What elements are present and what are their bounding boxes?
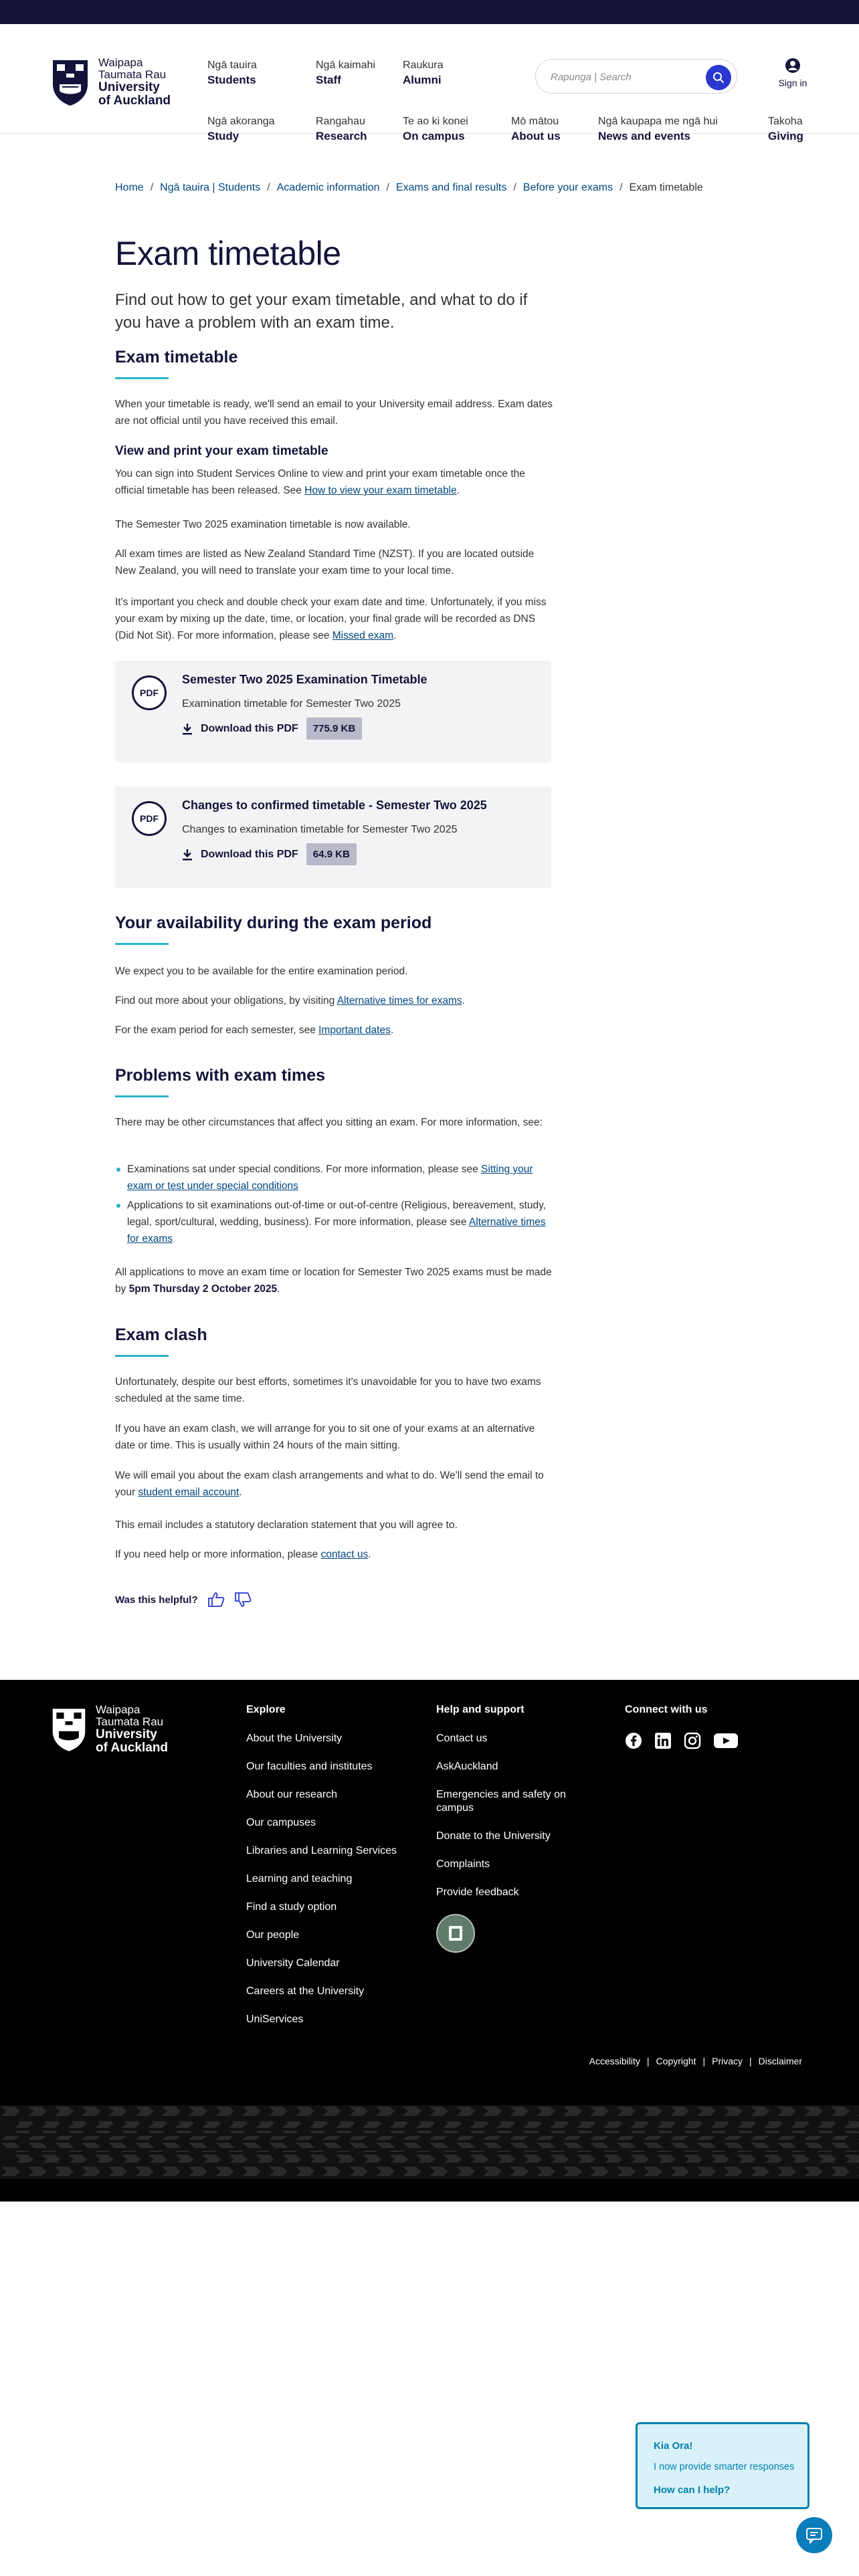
top-bar xyxy=(0,0,859,24)
dns-text xyxy=(115,594,557,644)
nav-maori: Mō mātou xyxy=(511,116,559,127)
exam-period-text-end: . xyxy=(390,1025,394,1036)
footer-link[interactable]: Our campuses xyxy=(246,1817,316,1828)
nav-staff[interactable] xyxy=(316,59,375,88)
footer-help-heading: Help and support xyxy=(436,1704,524,1715)
footer-explore-list xyxy=(246,1732,397,2026)
logo-line-3: University xyxy=(98,80,160,94)
exam-period-text xyxy=(115,1022,557,1039)
heading-underline xyxy=(115,377,169,379)
nav-students[interactable] xyxy=(207,59,257,88)
alternative-times-link[interactable]: Alternative times for exams xyxy=(127,1216,546,1245)
linkedin-icon[interactable] xyxy=(654,1732,672,1749)
nav-news-events[interactable] xyxy=(598,115,718,144)
clash-arrangement-text: If you have an exam clash, we will arrange for you to sit one of your exams at an alternative date or time. This is usually within 24 hours of the main sitting. xyxy=(115,1423,535,1451)
footer-link[interactable]: Our people xyxy=(246,1929,300,1941)
how-to-view-timetable-link[interactable]: How to view your exam timetable xyxy=(304,485,457,496)
feedback-widget xyxy=(115,1592,252,1608)
nzst-text: All exam times are listed as New Zealand Standard Time (NZST). If you are located outside New Zealand, you will need to translate your exam time to your local time. xyxy=(115,548,535,576)
pdf-description: Changes to examination timetable for Semester Two 2025 xyxy=(182,824,458,835)
download-pdf-link[interactable] xyxy=(182,843,357,865)
nav-english: Students xyxy=(207,73,256,86)
logo-wordmark xyxy=(98,57,171,108)
pdf-icon: PDF xyxy=(132,801,167,836)
facebook-icon[interactable] xyxy=(625,1732,642,1749)
breadcrumb-separator: / xyxy=(267,182,270,193)
sso-text xyxy=(115,465,557,499)
pdf-title: Changes to confirmed timetable - Semester Two 2025 xyxy=(182,798,487,812)
breadcrumb-academic-information[interactable]: Academic information xyxy=(276,182,380,193)
chat-cta[interactable]: How can I help? xyxy=(654,2484,731,2496)
chat-greeting: Kia Ora! xyxy=(654,2440,693,2452)
section-heading-problems: Problems with exam times xyxy=(115,1066,326,1085)
nav-alumni[interactable] xyxy=(403,59,443,88)
section-heading-availability: Your availability during the exam period xyxy=(115,914,432,932)
file-size-badge: 775.9 KB xyxy=(306,718,362,740)
footer-logo-wordmark xyxy=(96,1704,168,1755)
student-email-link[interactable]: student email account xyxy=(138,1487,240,1498)
chat-launcher-button[interactable] xyxy=(796,2517,832,2553)
crest-icon xyxy=(50,58,90,107)
dns-text-part: It's important you check and double check your exam date and time. Unfortunately, if you miss your exam by mixing up the date, time, or location, your final grade will be recorded as DNS (Did Not Sit). For more information, please see xyxy=(115,597,547,641)
list-item-text: Applications to sit examinations out-of-time or out-of-centre (Religious, bereavement, study, legal, sport/cultural, wedding, business). For more information, please see xyxy=(127,1200,547,1228)
nav-english: On campus xyxy=(403,129,465,142)
logo-line-1: Waipapa xyxy=(98,56,143,70)
thumbs-down-icon[interactable] xyxy=(234,1592,252,1608)
nav-english: Alumni xyxy=(403,73,442,86)
dns-text-end: . xyxy=(393,630,397,641)
logo-line-4: of Auckland xyxy=(96,1740,169,1755)
footer-help xyxy=(436,1704,597,1953)
copyright-link[interactable]: Copyright xyxy=(656,2056,696,2066)
footer-link[interactable]: Complaints xyxy=(436,1858,490,1870)
footer-link[interactable]: About the University xyxy=(246,1733,343,1744)
list-item-text: Examinations sat under special conditions. For more information, please see xyxy=(127,1164,481,1175)
page-lead: Find out how to get your exam timetable, and what to do if you have a problem with an exam time. xyxy=(115,291,528,332)
footer-link[interactable]: Libraries and Learning Services xyxy=(246,1845,397,1856)
section-heading-exam-timetable: Exam timetable xyxy=(115,348,238,366)
nav-maori: Raukura xyxy=(403,60,444,71)
chat-icon xyxy=(804,2525,824,2545)
site-header xyxy=(0,24,859,142)
list-item xyxy=(115,1161,557,1194)
heading-underline xyxy=(115,943,169,945)
clash-email-text-end: . xyxy=(239,1487,242,1498)
clash-email-text xyxy=(115,1467,557,1501)
breadcrumb-exams-results[interactable]: Exams and final results xyxy=(395,182,507,193)
footer-connect xyxy=(625,1704,739,1749)
heading-underline xyxy=(115,1355,169,1357)
crest-icon xyxy=(50,1706,88,1753)
footer-link[interactable]: Contact us xyxy=(436,1733,488,1744)
nav-english: About us xyxy=(511,129,561,142)
user-icon xyxy=(785,58,801,74)
subheading-view-print: View and print your exam timetable xyxy=(115,444,328,458)
breadcrumb-students[interactable]: Ngā tauira | Students xyxy=(160,182,261,193)
logo-line-2: Taumata Rau xyxy=(96,1715,164,1728)
file-size-badge: 64.9 KB xyxy=(306,843,357,865)
instagram-icon[interactable] xyxy=(684,1732,701,1749)
circumstances-list xyxy=(115,1161,557,1250)
contact-us-link[interactable]: contact us xyxy=(320,1549,369,1560)
section-heading-exam-clash: Exam clash xyxy=(115,1325,207,1344)
site-footer xyxy=(0,1680,859,2202)
deadline-text xyxy=(115,1264,557,1297)
deadline-text-part: All applications to move an exam time or location for Semester Two 2025 exams must be made by xyxy=(115,1267,552,1295)
download-pdf-link[interactable] xyxy=(182,718,362,740)
footer-help-list xyxy=(436,1732,597,1899)
breadcrumb-before-exams[interactable]: Before your exams xyxy=(522,182,613,193)
breadcrumb-separator: / xyxy=(386,182,389,193)
nav-maori: Rangahau xyxy=(316,116,365,127)
nav-research[interactable] xyxy=(316,115,367,144)
nav-giving[interactable] xyxy=(768,115,803,144)
social-links xyxy=(625,1732,739,1749)
contact-text-end: . xyxy=(368,1549,371,1560)
footer-link[interactable]: University Calendar xyxy=(246,1957,340,1969)
nav-maori: Ngā akoranga xyxy=(207,116,275,127)
decorative-pattern-band xyxy=(0,2105,859,2179)
sso-text-end: . xyxy=(456,485,460,496)
pdf-description: Examination timetable for Semester Two 2025 xyxy=(182,698,401,710)
chat-message: I now provide smarter responses xyxy=(654,2462,795,2472)
nav-english: Staff xyxy=(316,73,341,86)
statutory-declaration-text: This email includes a statutory declaration statement that you will agree to. xyxy=(115,1519,458,1531)
footer-connect-heading: Connect with us xyxy=(625,1704,708,1715)
nav-maori: Ngā kaupapa me ngā hui xyxy=(598,116,718,127)
accreditation-badge-icon[interactable] xyxy=(436,1914,475,1953)
obligations-text-end: . xyxy=(462,995,465,1006)
search-button[interactable] xyxy=(706,65,731,90)
footer-explore-heading: Explore xyxy=(246,1704,286,1715)
thumbs-up-icon[interactable] xyxy=(207,1592,225,1608)
logo-line-4: of Auckland xyxy=(98,93,171,108)
legal-separator: | xyxy=(749,2056,752,2066)
alternative-times-link[interactable]: Alternative times for exams xyxy=(337,995,462,1006)
breadcrumb-current: Exam timetable xyxy=(629,182,703,193)
nav-about-us[interactable] xyxy=(511,115,561,144)
privacy-link[interactable]: Privacy xyxy=(712,2056,743,2066)
university-logo[interactable] xyxy=(50,52,184,112)
breadcrumb-separator: / xyxy=(150,182,154,193)
footer-link[interactable]: Careers at the University xyxy=(246,1985,365,1997)
footer-link[interactable]: AskAuckland xyxy=(436,1761,498,1772)
footer-link[interactable]: Donate to the University xyxy=(436,1830,551,1842)
pdf-icon: PDF xyxy=(132,675,167,710)
contact-text xyxy=(115,1546,557,1563)
logo-line-2: Taumata Rau xyxy=(98,68,167,82)
circumstances-text: There may be other circumstances that affect you sitting an exam. For more information, see: xyxy=(115,1117,543,1128)
search-icon xyxy=(712,72,725,84)
contact-text-part: If you need help or more information, please xyxy=(115,1549,321,1560)
nav-maori: Ngā kaimahi xyxy=(316,60,375,71)
obligations-text-part: Find out more about your obligations, by visiting xyxy=(115,995,337,1006)
nav-english: Giving xyxy=(768,129,803,142)
deadline-date: 5pm Thursday 2 October 2025 xyxy=(128,1283,278,1295)
obligations-text xyxy=(115,992,557,1009)
footer-link[interactable]: Find a study option xyxy=(246,1901,337,1913)
footer-explore xyxy=(246,1704,397,2041)
clash-intro-text: Unfortunately, despite our best efforts, sometimes it's unavoidable for you to have two exams scheduled at the same time. xyxy=(115,1376,541,1404)
breadcrumb-home[interactable]: Home xyxy=(115,182,144,193)
special-conditions-link[interactable]: Sitting your exam or test under special conditions xyxy=(127,1164,533,1192)
sign-in-label: Sign in xyxy=(778,78,807,88)
nav-study[interactable] xyxy=(207,115,275,144)
pdf-card xyxy=(115,661,551,762)
pdf-title: Semester Two 2025 Examination Timetable xyxy=(182,673,427,686)
search-box xyxy=(535,59,737,94)
pdf-card xyxy=(115,786,551,888)
accessibility-link[interactable]: Accessibility xyxy=(589,2056,640,2066)
footer-link[interactable]: UniServices xyxy=(246,2014,304,2025)
semester-available-text: The Semester Two 2025 examination timetable is now available. xyxy=(115,519,411,530)
youtube-icon[interactable] xyxy=(713,1732,739,1749)
download-label: Download this PDF xyxy=(201,722,298,734)
breadcrumb xyxy=(115,182,784,194)
missed-exam-link[interactable]: Missed exam xyxy=(332,630,394,641)
sign-in-link[interactable] xyxy=(776,58,809,88)
important-dates-link[interactable]: Important dates xyxy=(318,1025,391,1036)
footer-link[interactable]: Learning and teaching xyxy=(246,1873,353,1885)
footer-link[interactable]: Provide feedback xyxy=(436,1887,519,1898)
download-icon xyxy=(182,849,193,861)
deadline-text-end: . xyxy=(277,1283,280,1295)
timetable-email-text: When your timetable is ready, we'll send an email to your University email address. Exam dates are not official until you have received this email. xyxy=(115,399,553,427)
chat-prompt-bubble[interactable] xyxy=(636,2422,809,2509)
footer-link[interactable]: Emergencies and safety on campus xyxy=(436,1789,566,1814)
sso-text-part: You can sign into Student Services Online to view and print your exam timetable once the official timetable has been released. See xyxy=(115,468,525,496)
download-label: Download this PDF xyxy=(201,848,298,860)
footer-link[interactable]: About our research xyxy=(246,1789,338,1800)
helpful-label: Was this helpful? xyxy=(115,1594,198,1606)
availability-text: We expect you to be available for the entire examination period. xyxy=(115,966,408,977)
legal-separator: | xyxy=(702,2056,706,2066)
exam-period-text-part: For the exam period for each semester, see xyxy=(115,1025,319,1036)
disclaimer-link[interactable]: Disclaimer xyxy=(758,2056,802,2066)
logo-line-3: University xyxy=(96,1727,157,1741)
search-input[interactable] xyxy=(551,69,698,85)
nav-maori: Te ao ki konei xyxy=(403,116,468,127)
heading-underline xyxy=(115,1095,169,1097)
list-item xyxy=(115,1197,557,1247)
nav-english: Research xyxy=(316,129,367,142)
clash-email-text-part: We will email you about the exam clash arrangements and what to do. We'll send the email to your xyxy=(115,1470,544,1498)
nav-maori: Takoha xyxy=(768,116,803,127)
legal-separator: | xyxy=(646,2056,650,2066)
nav-english: Study xyxy=(207,129,240,142)
nav-english: News and events xyxy=(598,129,690,142)
breadcrumb-separator: / xyxy=(619,182,623,193)
nav-on-campus[interactable] xyxy=(403,115,468,144)
nav-maori: Ngā tauira xyxy=(207,60,257,71)
footer-link[interactable]: Our faculties and institutes xyxy=(246,1761,373,1772)
badge-emblem-icon xyxy=(446,1923,466,1943)
legal-links xyxy=(589,2056,802,2066)
download-icon xyxy=(182,723,193,735)
logo-line-1: Waipapa xyxy=(96,1703,140,1716)
footer-logo[interactable] xyxy=(50,1704,168,1755)
page-title: Exam timetable xyxy=(115,235,341,272)
breadcrumb-separator: / xyxy=(513,182,516,193)
